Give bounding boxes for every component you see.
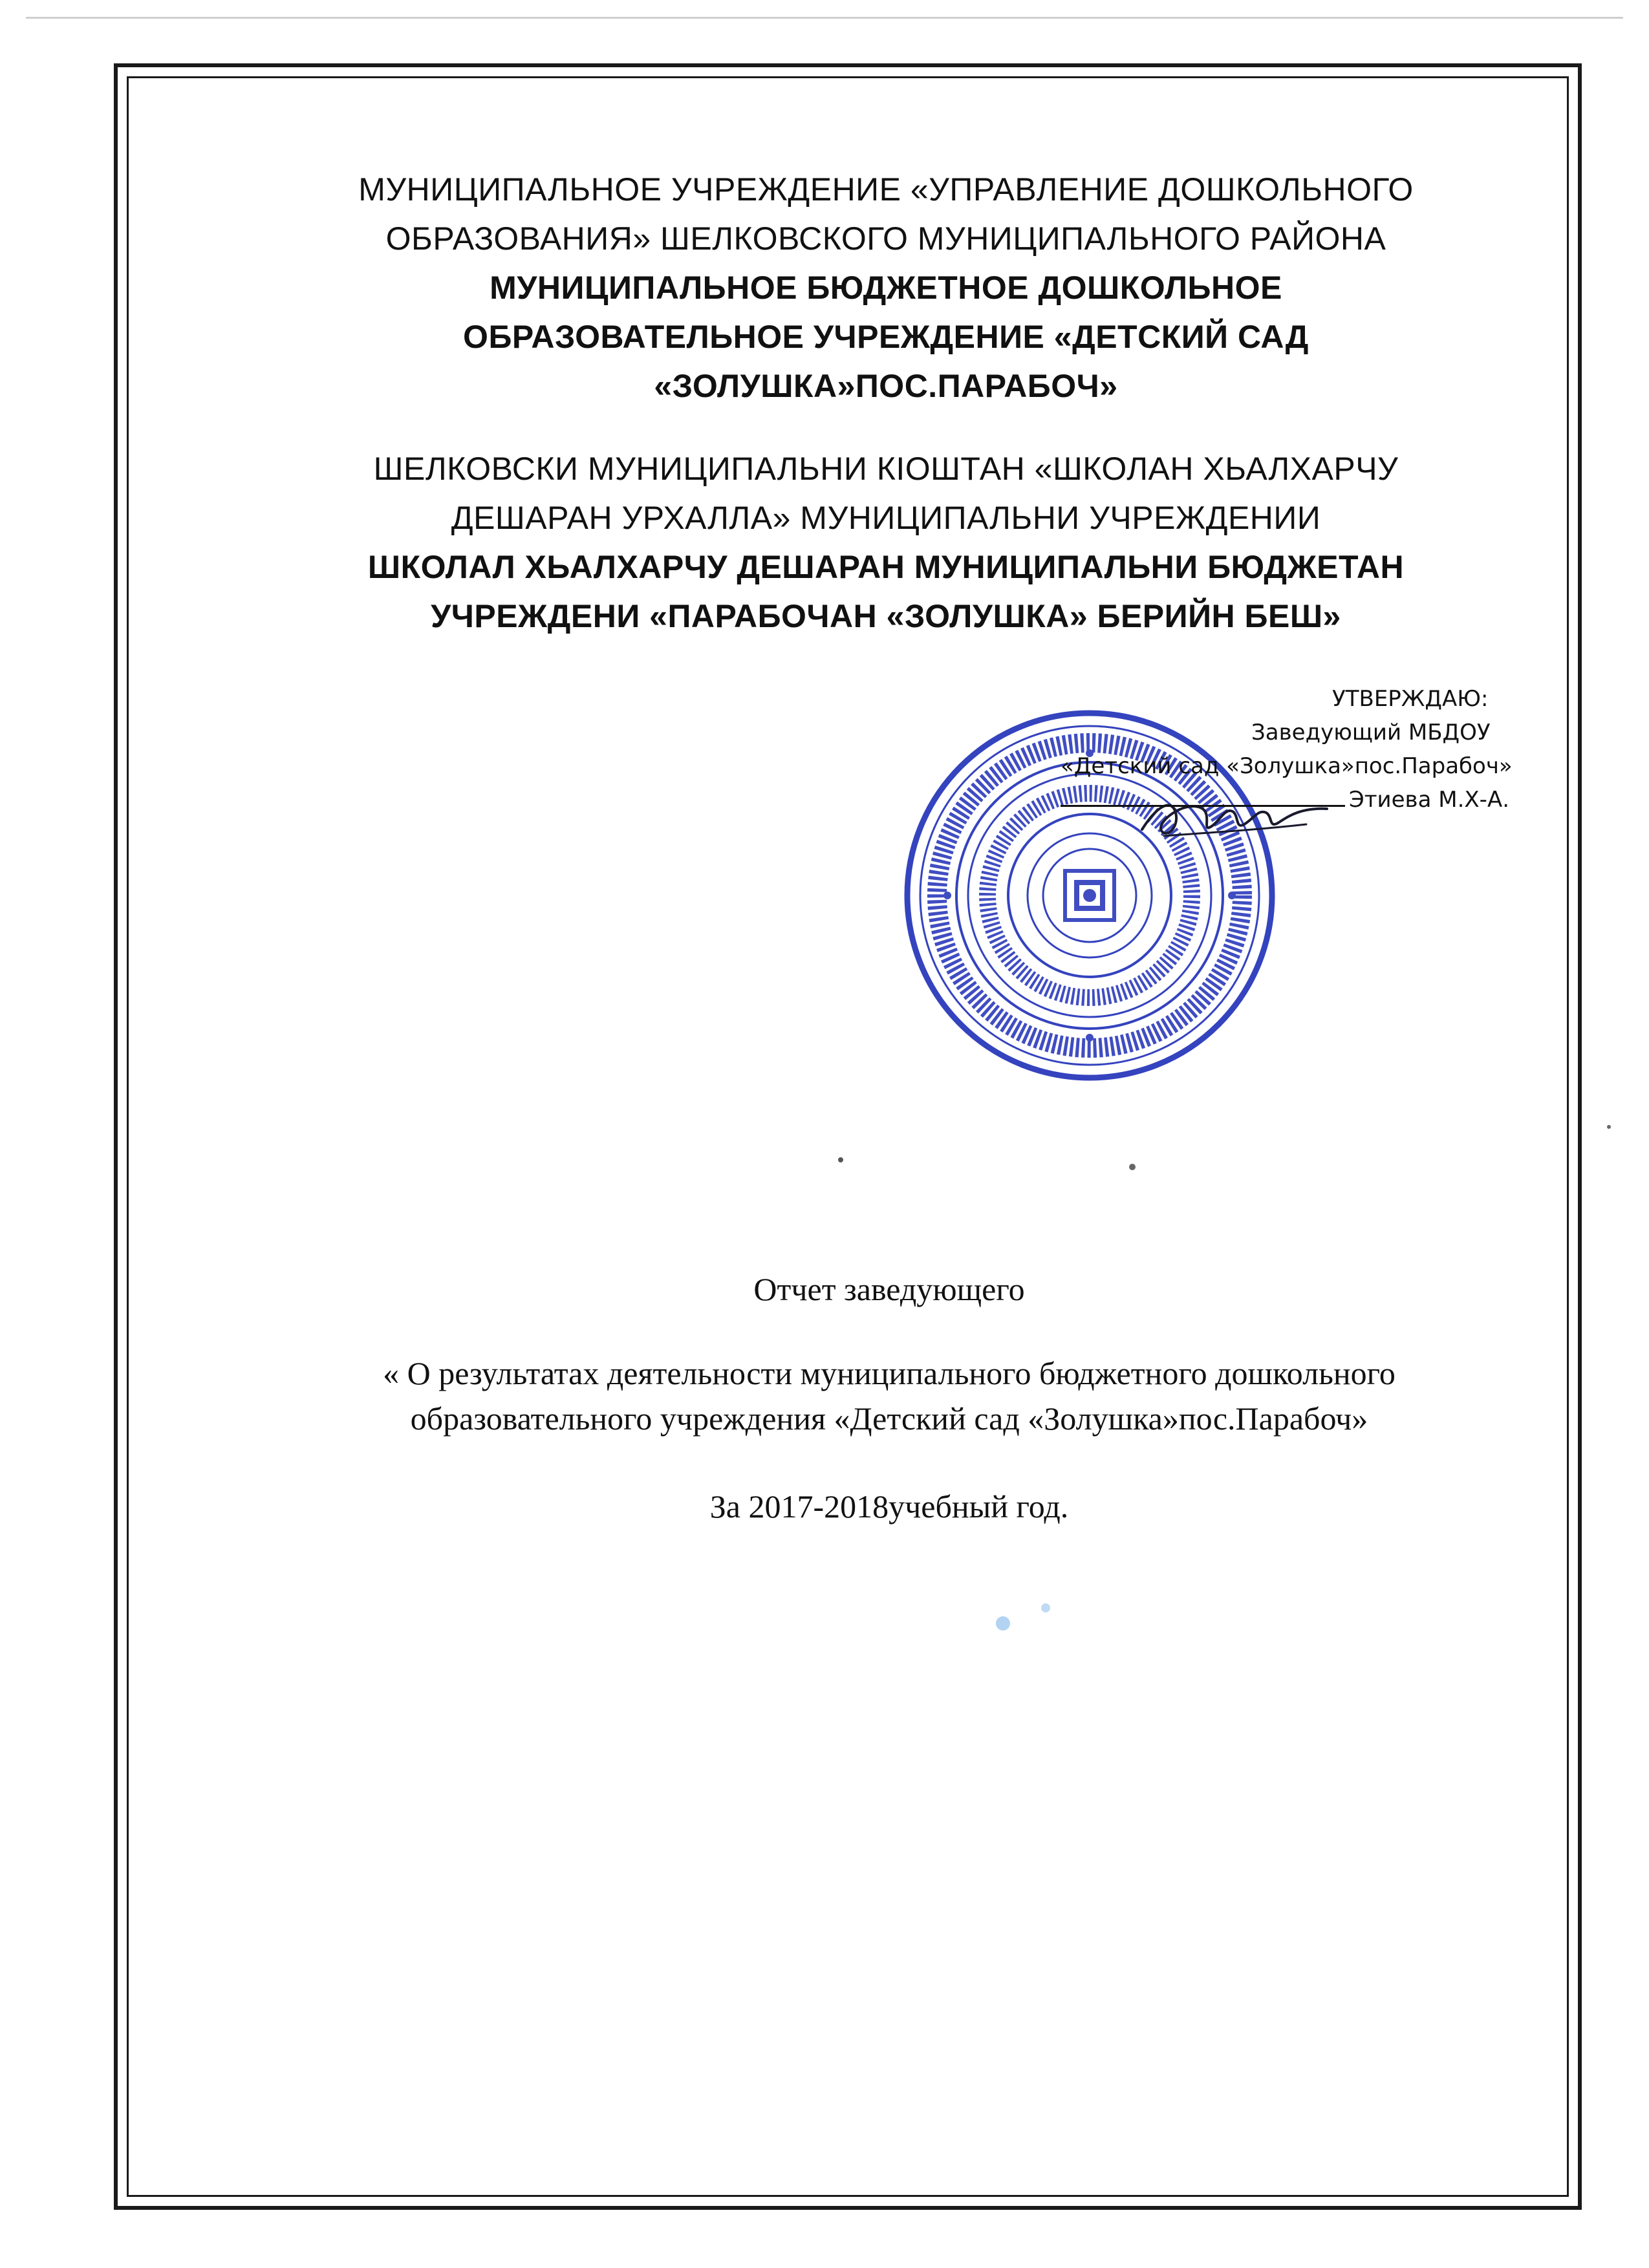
scan-top-edge [26,17,1623,19]
header-ru-line-1: МУНИЦИПАЛЬНОЕ УЧРЕЖДЕНИЕ «УПРАВЛЕНИЕ ДОШКОЛЬНОГО [358,171,1414,208]
approval-organization: «Детский сад «Золушка»пос.Парабоч» [1061,753,1513,779]
approval-position: Заведующий МБДОУ [1251,720,1491,745]
scan-speck [838,1157,843,1162]
header-ru-bold-line-1: МУНИЦИПАЛЬНОЕ БЮДЖЕТНОЕ ДОШКОЛЬНОЕ [490,270,1282,306]
report-subtitle-line-1: « О результатах деятельности муниципального бюджетного дошкольного [383,1355,1396,1391]
header-ce-bold-line-2: УЧРЕЖДЕНИ «ПАРАБОЧАН «ЗОЛУШКА» БЕРИЙН БЕШ» [431,598,1341,634]
approval-block [1061,682,1565,817]
report-title: Отчет заведующего [753,1271,1025,1307]
scan-speck [1129,1164,1136,1170]
approval-title: УТВЕРЖДАЮ: [1332,686,1489,712]
report-title-block [194,1270,1584,1525]
scan-speck [1041,1603,1050,1612]
header-gap [213,411,1558,444]
report-period: За 2017-2018учебный год. [709,1488,1069,1524]
document-header [213,165,1558,641]
approval-name: Этиева М.Х-А. [1349,787,1510,813]
report-subtitle-line-2: образовательного учреждения «Детский сад «Золушка»пос.Парабоч» [410,1400,1368,1437]
header-ru-bold-line-2: ОБРАЗОВАТЕЛЬНОЕ УЧРЕЖДЕНИЕ «ДЕТСКИЙ САД [463,319,1309,355]
signature-underline [1061,805,1345,807]
approval-signature-line [1061,783,1565,817]
scan-speck [996,1616,1010,1631]
header-ru-bold-line-3: «ЗОЛУШКА»ПОС.ПАРАБОЧ» [654,368,1118,404]
header-ce-line-2: ДЕШАРАН УРХАЛЛА» МУНИЦИПАЛЬНИ УЧРЕЖДЕНИИ [451,500,1321,536]
header-ru-line-2: ОБРАЗОВАНИЯ» ШЕЛКОВСКОГО МУНИЦИПАЛЬНОГО РАЙОНА [385,220,1386,257]
header-ce-line-1: ШЕЛКОВСКИ МУНИЦИПАЛЬНИ КIОШТАН «ШКОЛАН ХЬАЛХАРЧУ [373,451,1399,487]
header-ce-bold-line-1: ШКОЛАЛ ХЬАЛХАРЧУ ДЕШАРАН МУНИЦИПАЛЬНИ БЮДЖЕТАН [367,549,1405,585]
scan-speck [1607,1125,1611,1129]
